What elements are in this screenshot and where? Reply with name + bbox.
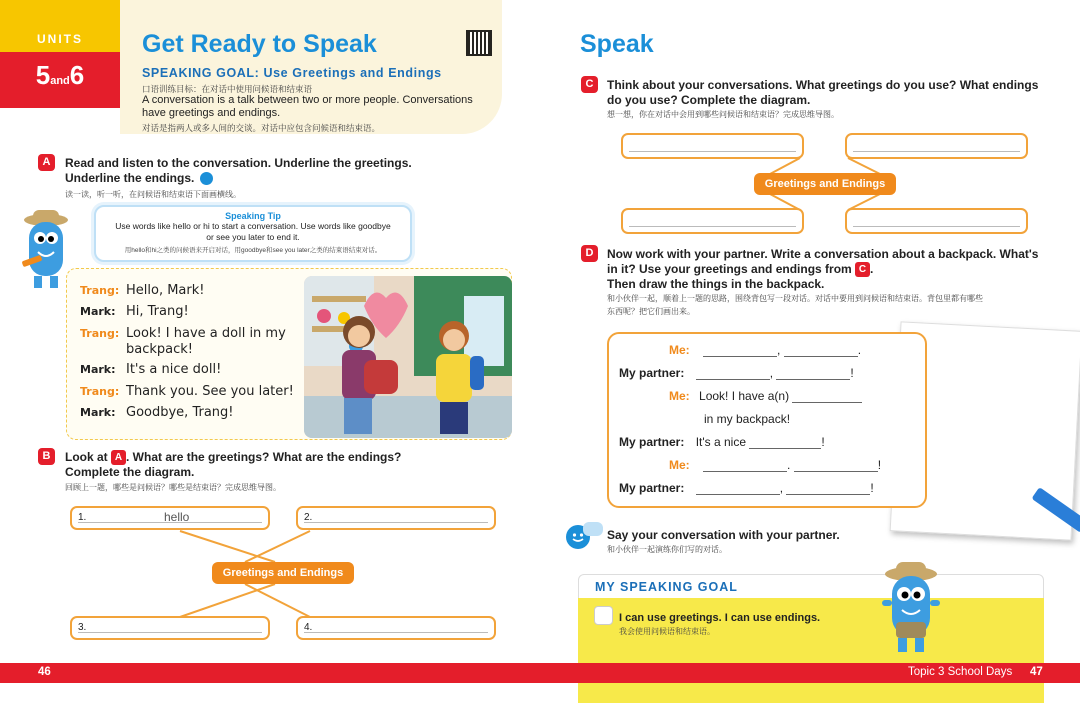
diagram-c-box-4[interactable]	[845, 208, 1028, 234]
dialog-line: Mark: Hi, Trang!	[80, 304, 189, 319]
say-conversation-text: Say your conversation with your partner.	[607, 528, 840, 542]
kids-illustration	[304, 276, 512, 438]
badge-d: D	[581, 245, 598, 262]
page-title: Get Ready to Speak	[142, 30, 377, 58]
dialog-line: Trang: Thank you. See you later!	[80, 384, 294, 399]
badge-b: B	[38, 448, 55, 465]
diagram-b-center: Greetings and Endings	[212, 562, 354, 584]
goal-description: A conversation is a talk between two or more people. Conversations have greetings and endings.	[142, 94, 473, 119]
section-d-zh-2: 东西呢？把它们画出来。	[607, 307, 695, 316]
section-a-zh: 读一读，听一听，在问候语和结束语下面画横线。	[65, 190, 241, 199]
inline-badge-a: A	[111, 450, 126, 465]
diagram-b-box-1[interactable]: 1. hello	[70, 506, 270, 530]
goal-description-zh: 对话是指两人或多人间的交谈。对话中应包含问候语和结束语。	[142, 123, 381, 133]
say-conversation-zh: 和小伙伴一起演练你们写的对话。	[607, 545, 727, 554]
right-page-number: 47	[1030, 666, 1043, 678]
speak-title: Speak	[580, 30, 654, 58]
goal-statement-zh: 我会使用问候语和结束语。	[619, 627, 715, 636]
mascot-right	[878, 560, 944, 656]
section-c-instructions: Think about your conversations. What greetings do you use? What endings do you use? Complete the diagram.	[607, 78, 1039, 107]
speaking-tip-title: Speaking Tip	[225, 211, 281, 221]
goal-statement: I can use greetings. I can use endings.	[619, 612, 821, 624]
diagram-c-box-3[interactable]	[621, 208, 804, 234]
units-label: UNITS	[37, 32, 83, 46]
conv-line-4: in my backpack!	[704, 412, 791, 426]
diagram-b-box-2[interactable]: 2.	[296, 506, 496, 530]
section-d-instructions: Now work with your partner. Write a conversation about a backpack. What's in it? Use your greetings and endings from C . Then draw the things in the backpack.	[607, 247, 1039, 292]
diagram-c-center: Greetings and Endings	[754, 173, 896, 195]
badge-c: C	[581, 76, 598, 93]
speaking-tip-text: Use words like hello or hi to start a conversation. Use words like goodbye or see you later to end it.	[115, 221, 391, 242]
section-d-zh-1: 和小伙伴一起，顺着上一题的思路，围绕背包写一段对话。对话中要用到问候语和结束语。背包里都有哪些	[607, 294, 983, 303]
inline-badge-c: C	[855, 262, 870, 277]
section-b-instructions: Look at A . What are the greetings? What are the endings? Complete the diagram.	[65, 450, 402, 480]
conv-line-2[interactable]: My partner: , !	[619, 366, 854, 380]
conv-line-3[interactable]: Me: Look! I have a(n)	[669, 389, 862, 403]
goal-checkbox[interactable]	[594, 606, 613, 625]
speech-bubble-tail-icon	[583, 522, 603, 536]
dialog-line: Trang: Look! I have a doll in my	[80, 326, 286, 341]
badge-a: A	[38, 154, 55, 171]
audio-icon[interactable]	[200, 172, 213, 185]
conv-line-5[interactable]: My partner: It's a nice !	[619, 435, 825, 449]
conv-line-7[interactable]: My partner: , !	[619, 481, 874, 495]
dialog-line: Mark: Goodbye, Trang!	[80, 405, 234, 420]
diagram-b-box-4[interactable]: 4.	[296, 616, 496, 640]
dialog-line: Trang: Hello, Mark!	[80, 283, 205, 298]
left-page-number: 46	[38, 666, 51, 678]
qr-code-icon	[466, 30, 492, 56]
my-speaking-goal-title: MY SPEAKING GOAL	[595, 580, 738, 594]
dialog-line: Mark: It's a nice doll!	[80, 362, 222, 377]
conv-line-6[interactable]: Me: . !	[669, 458, 882, 472]
speaking-tip-zh: 用hello和hi之类的问候语来开启对话，用goodbye和see you later之类的结束语结束对话。	[124, 247, 382, 254]
topic-label: Topic 3 School Days	[908, 666, 1013, 678]
speaking-goal: SPEAKING GOAL: Use Greetings and Endings	[142, 66, 442, 80]
conv-line-1[interactable]: Me: , .	[669, 343, 862, 357]
speaking-tip	[94, 205, 412, 262]
diagram-c-box-1[interactable]	[621, 133, 804, 159]
section-b-zh: 回顾上一题，哪些是问候语？哪些是结束语？完成思维导图。	[65, 483, 281, 492]
units-number: 5and6	[35, 60, 85, 90]
diagram-c-box-2[interactable]	[845, 133, 1028, 159]
section-a-instructions: Read and listen to the conversation. Underline the greetings. Underline the endings.	[65, 156, 412, 185]
speaking-goal-zh: 口语训练目标：在对话中使用问候语和结束语	[142, 84, 313, 94]
section-c-zh: 想一想，你在对话中会用到哪些问候语和结束语？完成思维导图。	[607, 110, 839, 119]
diagram-b-box-3[interactable]: 3.	[70, 616, 270, 640]
dialog-line: backpack!	[126, 342, 193, 357]
